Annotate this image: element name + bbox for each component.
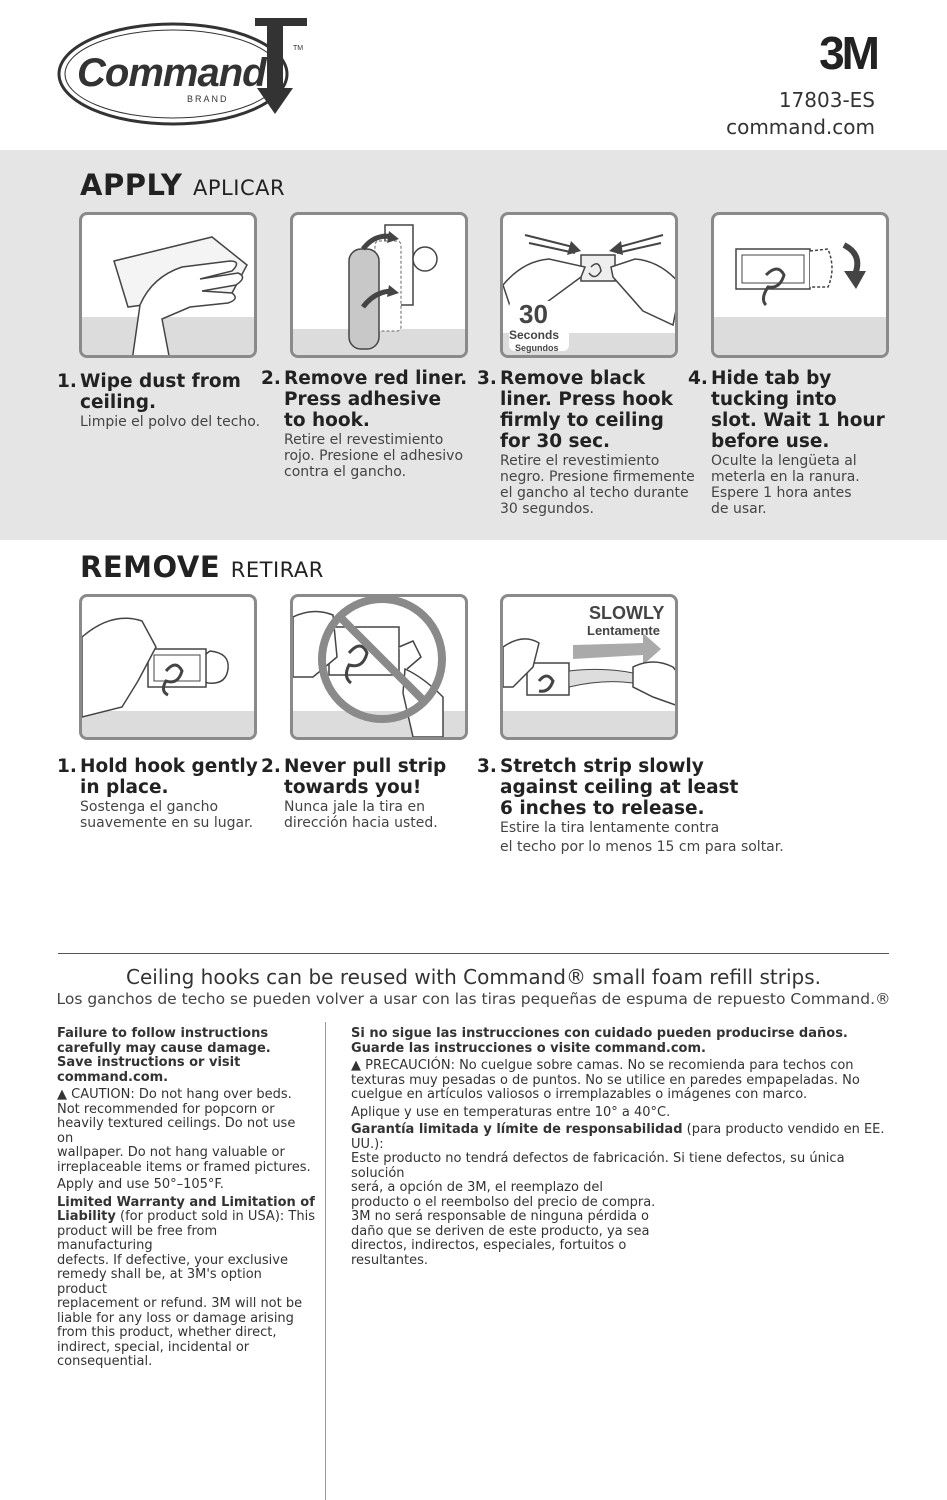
model-number: 17803-ES	[778, 88, 875, 112]
reuse-note-es: Los ganchos de techo se pueden volver a usar con las tiras pequeñas de espuma de repuesto Command.®	[56, 990, 891, 1008]
timer-label-en: Seconds	[509, 328, 560, 342]
divider-rule	[58, 953, 889, 954]
remove-step-3: 3. Stretch strip slowly against ceiling at least 6 inches to release. Estire la tira lentamente contra el techo por lo menos 15 cm para soltar.	[477, 756, 784, 855]
caution-es: ▲ PRECAUCIÓN: No cuelgue sobre camas. No se recomienda para techos con texturas muy pesadas o de puntos. No se utilice en paredes empapeladas. No cuelgue en artículos valiosos o irremplazables o imágenes con marco.	[351, 1058, 860, 1102]
logo-sub: BRAND	[187, 94, 229, 104]
brand-3m-logo: 3M	[819, 27, 877, 79]
temperature-es: Aplique y use en temperaturas entre 10° a 40°C.	[351, 1104, 671, 1120]
remove-step-1-illustration	[79, 594, 257, 740]
warranty-es: Garantía limitada y límite de responsabilidad (para producto vendido en EE. UU.): Este producto no tendrá defectos de fabricación. Si tiene defectos, su única solución será, a opción de 3M, el reemplazo del producto o el reembolso del precio de compra. 3M no será responsable de ninguna pérdida o daño que se deriven de este producto, ya sea directos, indirectos, especiales, fortuitos o resultantes.	[351, 1122, 885, 1268]
apply-step-3-illustration	[500, 212, 678, 358]
timer-number: 30	[519, 299, 548, 329]
logo-tm: TM	[293, 45, 304, 52]
slowly-label-es: Lentamente	[587, 623, 660, 638]
caution-en: ▲ CAUTION: Do not hang over beds. Not recommended for popcorn or heavily textured ceilings. Do not use on wallpaper. Do not hang valuable or irreplaceable items or framed pictures.	[57, 1087, 311, 1175]
warranty-en: Limited Warranty and Limitation of Liability (for product sold in USA): This product will be free from manufacturing defects. If defective, your exclusive remedy shall be, at 3M's option product replacement or refund. 3M will not be liable for any loss or damage arising from this product, whether direct, indirect, special, incidental or consequential.	[57, 1194, 315, 1369]
apply-title: APPLY APLICAR	[80, 168, 286, 202]
legal-spanish	[351, 1027, 891, 1271]
apply-step-1: 1. Wipe dust from ceiling. Limpie el polvo del techo.	[57, 371, 261, 430]
apply-step-2-illustration	[290, 212, 468, 358]
warning-en: Failure to follow instructions carefully may cause damage. Save instructions or visit command.com.	[57, 1026, 271, 1085]
apply-step-1-illustration	[79, 212, 257, 358]
remove-step-2: 2. Never pull strip towards you! Nunca jale la tira en dirección hacia usted.	[261, 756, 447, 831]
temperature-en: Apply and use 50°–105°F.	[57, 1177, 224, 1192]
remove-step-1: 1. Hold hook gently in place. Sostenga el gancho suavemente en su lugar.	[57, 756, 258, 831]
remove-step-2-illustration	[290, 594, 468, 740]
caution-label-en: ▲ CAUTION:	[57, 1087, 135, 1102]
caution-label-es: ▲ PRECAUCIÓN:	[351, 1058, 455, 1073]
command-logo	[55, 18, 315, 128]
column-divider	[325, 1022, 326, 1500]
apply-step-2: 2. Remove red liner. Press adhesive to hook. Retire el revestimiento rojo. Presione el adhesivo contra el gancho.	[261, 368, 468, 480]
warning-es: Si no sigue las instrucciones con cuidado pueden producirse daños. Guarde las instrucciones o visite command.com.	[351, 1026, 848, 1056]
apply-step-4-illustration	[711, 212, 889, 358]
remove-title: REMOVE RETIRAR	[80, 550, 324, 584]
timer-label-es: Segundos	[515, 343, 559, 353]
header	[0, 0, 947, 150]
apply-step-3: 3. Remove black liner. Press hook firmly to ceiling for 30 sec. Retire el revestimiento negro. Presione firmemente el gancho al techo durante 30 segundos.	[477, 368, 695, 517]
website: command.com	[726, 115, 875, 139]
remove-step-3-illustration	[500, 594, 678, 740]
apply-step-4: 4. Hide tab by tucking into slot. Wait 1 hour before use. Oculte la lengüeta al meterla en la ranura. Espere 1 hora antes de usar.	[688, 368, 885, 517]
logo-text: Command	[77, 51, 266, 95]
reuse-note-en: Ceiling hooks can be reused with Command® small foam refill strips.	[126, 965, 821, 989]
slowly-label-en: SLOWLY	[589, 603, 665, 623]
legal-english	[57, 1027, 315, 1373]
